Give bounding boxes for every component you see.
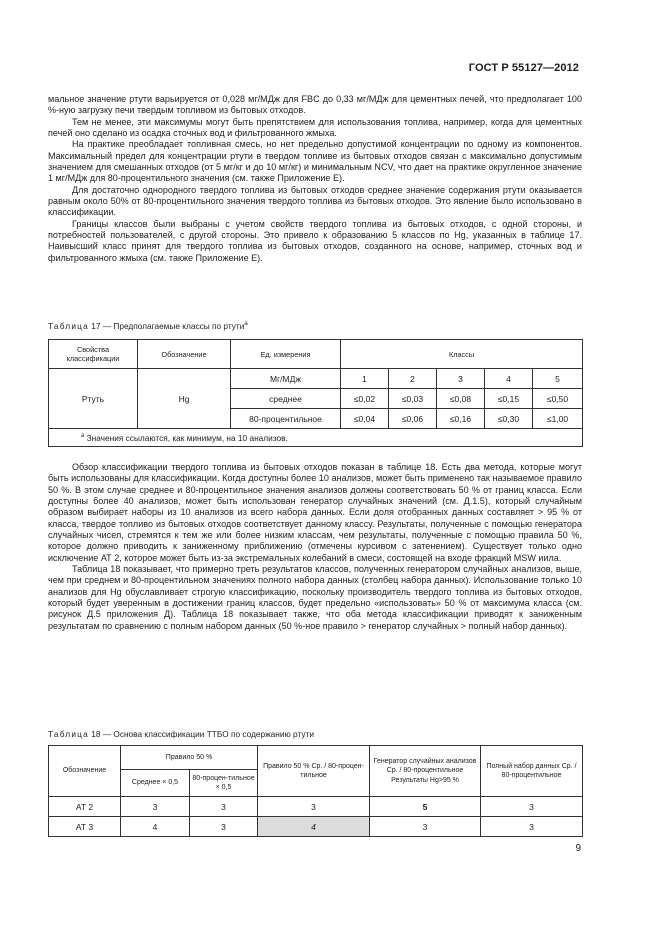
header-mean05: Среднее × 0,5	[121, 770, 190, 797]
footnote-ref: a	[244, 321, 248, 328]
cell: 3	[190, 817, 258, 837]
cell: 4	[121, 817, 190, 837]
header-fullset: Полный набор данных Ср. / 80-процентильное	[481, 746, 583, 797]
paragraph: На практике преобладает топливная смесь, но нет предельно допустимой концентрации по одному из компонентов. Максимальный предел для концентрации ртути в твердом топливе из бытовых отходов связан с максимально допустимым значением для смешанных отходов (от 5 мг/кг и до 10 мг/кг) и минимальным NCV, что дает на практике округленное значение 1 мг/МДж для 80-процентильного значения (см. также Приложение Е).	[48, 139, 582, 184]
header-p80-05: 80-процен-тильное × 0,5	[190, 770, 258, 797]
cell: 3	[481, 817, 583, 837]
paragraph: Для достаточно однородного твердого топлива из бытовых отходов среднее значение содержания ртути оказывается равным около 50% от 80-процентильного значения твердого топлива из бытовых отходов. Это явление было использовано в классификации.	[48, 184, 582, 218]
cell: 3	[121, 797, 190, 817]
header-designation: Обозначение	[138, 340, 231, 369]
header-unit: Ед. измерения	[231, 340, 341, 369]
paragraph: Тем не менее, эти максимумы могут быть препятствием для использования топлива, например, когда для цементных печей оно сделано из осадка сточных вод и фильтрованного жмыха.	[48, 116, 582, 139]
row-label: среднее	[231, 389, 341, 409]
cell: 3	[481, 797, 583, 817]
table-row	[49, 797, 583, 817]
caption-text: 17 — Предполагаемые классы по ртути	[88, 321, 245, 331]
cell: ≤0,16	[437, 409, 485, 429]
header-classes: Классы	[341, 340, 583, 369]
table-17	[48, 339, 583, 447]
row-name: АТ 2	[49, 797, 121, 817]
table-18-caption	[48, 729, 314, 739]
table-footnote-row	[49, 429, 583, 447]
table-footnote	[49, 429, 583, 447]
body-text-bottom	[48, 462, 582, 632]
cell: ≤1,00	[533, 409, 583, 429]
cell: 1	[341, 369, 389, 389]
paragraph: Таблица 18 показывает, что примерно треть результатов классов, полученных генератором случайных анализов, выше, чем при среднем и 80-процентильном значениях полного набора данных (столбец набора данных). Использование только 10 анализов для Hg обуславливает строгую классификацию, поскольку производитель твердого топлива из бытовых отходов, который будет уверенным в достижении границ классов, будет предельно «использовать» 50 % от максимума класса (см. рисунок Д.5 приложения Д). Таблица 18 показывает также, что оба метода классификации приводят к заниженным результатам по сравнению с полным набором данных (50 %-ное правило > генератор случайных > полный набор данных).	[48, 564, 582, 631]
cell: ≤0,02	[341, 389, 389, 409]
table-18	[48, 745, 583, 837]
standard-code: ГОСТ Р 55127—2012	[468, 62, 579, 74]
table-row	[49, 817, 583, 837]
header-property: Свойства классификации	[49, 340, 138, 369]
footnote-mark: a	[81, 432, 85, 439]
header-generator: Генератор случайных анализов Ср. / 80-процентильное Результаты Hg>95 %	[370, 746, 481, 797]
paragraph: Границы классов были выбраны с учетом свойств твердого топлива из бытовых отходов, с одной стороны, и потребностей пользователей, с другой стороны. Это привело к образованию 5 классов по Hg, указанных в таблице 17. Наивысший класс принят для твердого топлива из бытовых отходов, созданного на основе, например, сточных вод и фильтрованного жмыха (см. также Приложение Е).	[48, 218, 582, 263]
page-number: 9	[575, 843, 581, 854]
table-header-row	[49, 746, 583, 770]
table-header-row	[49, 340, 583, 369]
cell: 3	[437, 369, 485, 389]
caption-text: 18 — Основа классификации ТТБО по содержанию ртути	[88, 729, 314, 739]
paragraph: мальное значение ртути варьируется от 0,028 мг/МДж для FBC до 0,33 мг/МДж для цементных печей, что предполагает 100 %-ную загрузку печи твердым топливом из бытовых отходов.	[48, 94, 582, 116]
cell: 5	[533, 369, 583, 389]
cell: ≤0,08	[437, 389, 485, 409]
footnote-text: Значения ссылаются, как минимум, на 10 анализов.	[84, 432, 288, 443]
body-text-top	[48, 94, 582, 264]
caption-prefix: Таблица	[48, 321, 89, 331]
table-row	[49, 369, 583, 389]
cell: 4	[485, 369, 533, 389]
caption-prefix: Таблица	[48, 729, 89, 739]
cell: 2	[389, 369, 437, 389]
cell: 3	[370, 817, 481, 837]
row-name: АТ 3	[49, 817, 121, 837]
header-rule50-mean: Правило 50 % Ср. / 80-процен-тильное	[258, 746, 370, 797]
cell-designation: Hg	[138, 369, 231, 429]
cell: ≤0,50	[533, 389, 583, 409]
cell: ≤0,06	[389, 409, 437, 429]
cell-highlighted: 5	[370, 797, 481, 817]
cell: ≤0,15	[485, 389, 533, 409]
cell: ≤0,30	[485, 409, 533, 429]
cell-shaded: 4	[258, 817, 370, 837]
row-label: Мг/МДж	[231, 369, 341, 389]
cell: 3	[258, 797, 370, 817]
table-17-caption	[48, 321, 248, 331]
paragraph: Обзор классификации твердого топлива из бытовых отходов показан в таблице 18. Есть два метода, которые могут быть использованы для классификации. Когда доступны более 10 анализов, может быть применено так называемое правило 50 %. В этом случае среднее и 80-процентильное значения анализов должны соответствовать 50 % от границ класса. Если доступны более 40 анализов, может быть использован генератор случайных значений (см. Д.1.5), который случайным образом выбирает наборы из 10 анализов из всего набора данных. Если доля отобранных данных составляет > 95 % от класса, твердое топливо из бытовых отходов соответствует данному классу. Результаты, полученные с помощью генератора случайных чисел, стремятся к тем же или более низким классам, чем результаты, полученные с помощью правила 50 %, которое должно приводить к заниженному приближению (отмечены курсивом с затенением). Существует только одно исключение АТ 2, которое может быть из-за экстремальных колебаний в смеси, состоящей на входе фракций MSW иила.	[48, 462, 582, 563]
cell-property: Ртуть	[49, 369, 138, 429]
cell: ≤0,04	[341, 409, 389, 429]
header-rule50: Правило 50 %	[121, 746, 258, 770]
cell: ≤0,03	[389, 389, 437, 409]
row-label: 80-процентильное	[231, 409, 341, 429]
header-designation: Обозначение	[49, 746, 121, 797]
cell: 3	[190, 797, 258, 817]
